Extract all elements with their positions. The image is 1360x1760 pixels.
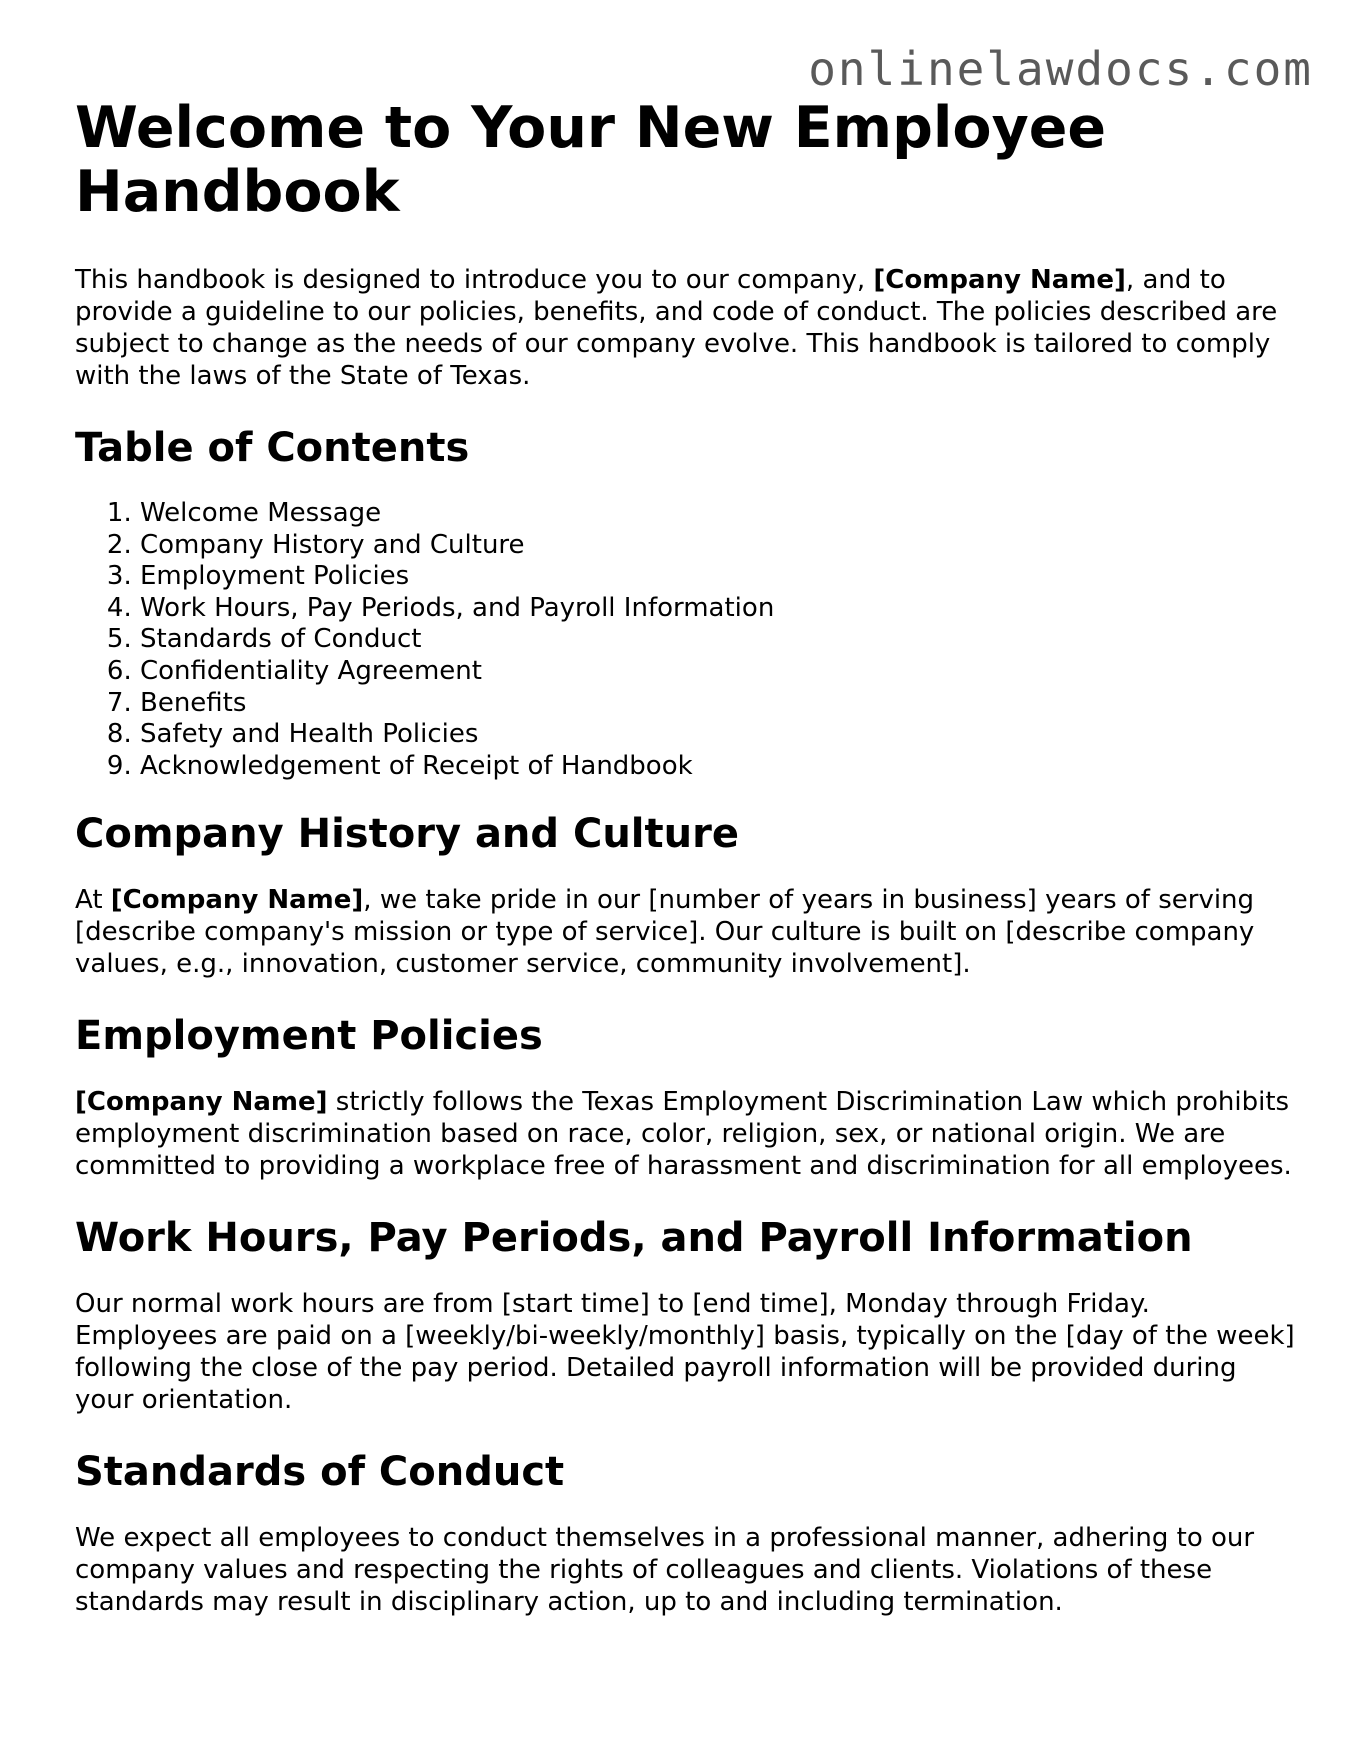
- company-name-placeholder: [Company Name]: [75, 1087, 328, 1118]
- company-name-placeholder: [Company Name]: [873, 265, 1126, 295]
- toc-item: 2. Company History and Culture: [140, 530, 1295, 562]
- conduct-paragraph: We expect all employees to conduct themselves in a professional manner, adhering to our company values and respecting the rights of colleagues and clients. Violations of these standards may result in disciplinary action, up to and including termination.: [75, 1523, 1255, 1618]
- history-heading: Company History and Culture: [75, 811, 739, 858]
- work-hours-heading: Work Hours, Pay Periods, and Payroll Information: [75, 1215, 1193, 1262]
- intro-text-pre: This handbook is designed to introduce you to our company,: [75, 265, 874, 295]
- history-paragraph: [75, 884, 1295, 980]
- company-name-placeholder: [Company Name]: [110, 885, 364, 916]
- toc-item: 9. Acknowledgement of Receipt of Handbook: [140, 751, 1295, 783]
- intro-text-post: , and to provide a guideline to our policies, benefits, and code of conduct. The policies described are subject to change as the needs of our company evolve. This handbook is tailored to comply with the laws of the State of Texas.: [75, 265, 1278, 391]
- employment-heading: Employment Policies: [75, 1013, 543, 1060]
- watermark: onlinelawdocs.com: [808, 42, 1313, 96]
- toc-item: 4. Work Hours, Pay Periods, and Payroll Information: [140, 593, 1295, 625]
- toc-item: 7. Benefits: [140, 688, 1295, 720]
- employment-paragraph: [75, 1086, 1295, 1182]
- toc-item: 6. Confidentiality Agreement: [140, 656, 1295, 688]
- toc-item: 1. Welcome Message: [140, 498, 1295, 530]
- history-text-post: , we take pride in our [number of years in business] years of serving [describe company's mission or type of service]. Our culture is built on [describe company values, e.g., innovation, customer service, community involvement].: [75, 885, 1255, 980]
- toc-list: [75, 498, 1295, 782]
- toc-item: 3. Employment Policies: [140, 561, 1295, 593]
- conduct-heading: Standards of Conduct: [75, 1449, 565, 1496]
- toc-item: 5. Standards of Conduct: [140, 624, 1295, 656]
- work-hours-paragraph: Our normal work hours are from [start time] to [end time], Monday through Friday. Employees are paid on a [weekly/bi-weekly/monthly] basis, typically on the [day of the week] following the close of the pay period. Detailed payroll information will be provided during your orientation.: [75, 1289, 1295, 1416]
- toc-item: 8. Safety and Health Policies: [140, 719, 1295, 751]
- history-text-pre: At: [75, 885, 111, 916]
- employment-text: strictly follows the Texas Employment Discrimination Law which prohibits employment discrimination based on race, color, religion, sex, or national origin. We are committed to providing a workplace free of harassment and discrimination for all employees.: [75, 1087, 1292, 1182]
- page-title: Welcome to Your New Employee Handbook: [75, 95, 1107, 225]
- toc-heading: Table of Contents: [75, 425, 470, 471]
- intro-paragraph: [75, 264, 1295, 392]
- document-page: [75, 96, 1295, 1650]
